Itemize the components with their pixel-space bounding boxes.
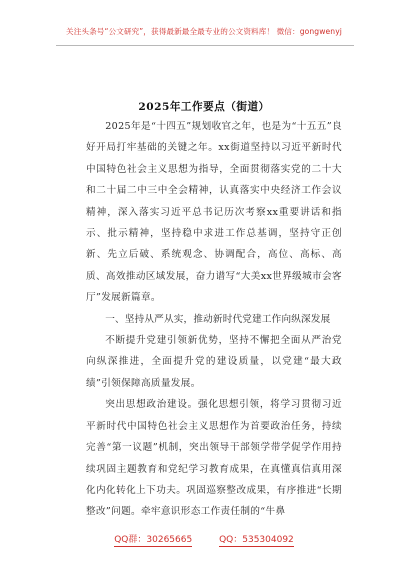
paragraph-intro: 2025年是“十四五”规划收官之年，也是为“十五五”良好开局打牢基础的关键之年。xx街道坚持以习近平新时代中国特色社会主义思想为指导，全面贯彻落实党的二十大和二十届二中三中全会精神，认真落实中央经济工作会议精神，深入落实习近平总书记历次考察xx重要讲话和指示、批示精神，坚持稳中求进工作总基调，坚持守正创新、先立后破、系统观念、协调配合，高位、高标、高质、高效推动区域发展，奋力谱写“大美xx世界级城市会客厅”发展新篇章。 [86,121,342,304]
document-title: 2025年工作要点（街道） [138,101,270,113]
qq-contact-link[interactable]: QQ：535304092 [219,535,294,545]
document-body [86,116,342,523]
contact-footer [0,532,408,545]
section-heading: 一、坚持从严从实，推动新时代党建工作向纵深发展 [105,313,331,325]
paragraph-political-building: 突出思想政治建设。强化思想引领，将学习贯彻习近平新时代中国特色社会主义思想作为首要政治任务，持续完善“第一议题”机制，突出领导干部领学带学促学作用持续巩固主题教育和党纪学习教育成果，在真懂真信真用深化内化转化上下功夫。巩固巡察整改成果，有序推进“长期整改”问题。牵牢意识形态工作责任制的“牛鼻 [86,399,342,518]
paragraph-section-summary: 不断提升党建引领新优势，坚持不懈把全面从严治党向纵深推进，全面提升党的建设质量，以党建“最大政绩”引领保障高质量发展。 [86,335,342,389]
header-divider [56,45,354,46]
promo-header: 关注头条号“公文研究”，获得最新最全最专业的公文资料库！ 微信：gongwenyj [66,27,342,36]
qq-group-link[interactable]: QQ群：30265665 [114,535,193,545]
